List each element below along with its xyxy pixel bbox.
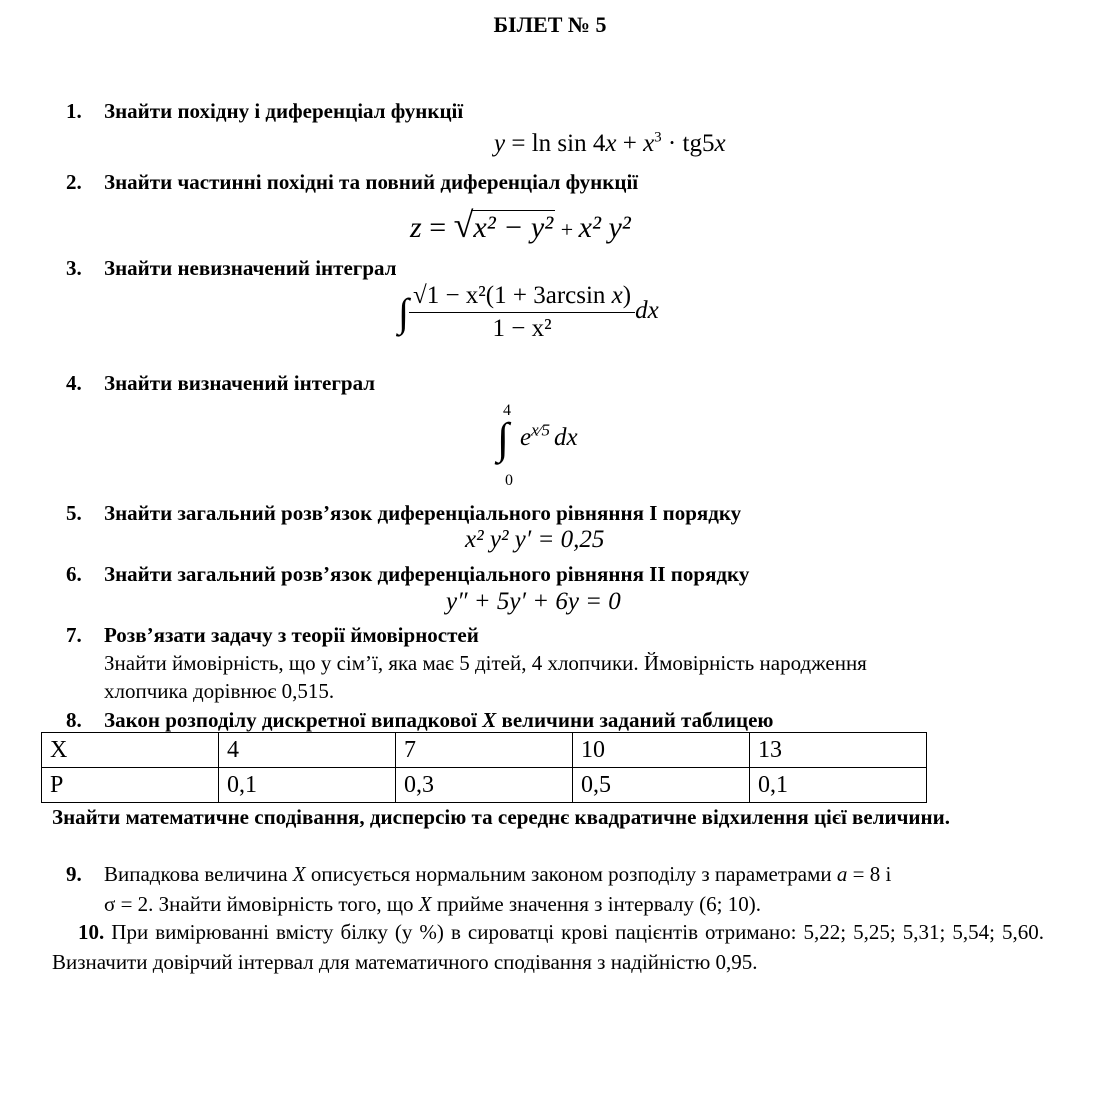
task-number: 8. — [66, 708, 82, 732]
integral-sign: ∫ — [497, 414, 510, 463]
task-text-part: Закон розподілу дискретної випадкової — [104, 708, 483, 732]
table-cell: 0,3 — [396, 768, 573, 803]
task-text: Розв’язати задачу з теорії ймовірностей — [104, 623, 479, 647]
table-row — [42, 768, 927, 803]
task-10 — [52, 917, 1044, 977]
formula-var: e — [520, 424, 532, 451]
task-number: 3. — [66, 256, 82, 280]
formula-var: x — [605, 130, 617, 157]
formula-part: ) — [622, 282, 632, 309]
sqrt-sign: √ — [453, 205, 474, 245]
integral-lower-limit: 0 — [505, 472, 513, 489]
task-text-part: Випадкова величина — [104, 862, 293, 886]
ticket-title: БІЛЕТ № 5 — [493, 12, 607, 37]
formula-var: x — [611, 282, 623, 309]
formula-exponent: x⁄5 — [531, 420, 550, 440]
formula-denominator: 1 − x² — [492, 315, 552, 342]
table-cell: P — [42, 768, 219, 803]
task-2 — [66, 168, 638, 196]
task-text: Знайти визначений інтеграл — [104, 371, 376, 395]
formula-part: (1 + 3arcsin — [485, 282, 612, 309]
task-number: 5. — [66, 501, 82, 525]
task-text: Знайти похідну і диференціал функції — [104, 99, 464, 123]
task-number: 7. — [66, 623, 82, 647]
table-cell: 0,1 — [219, 768, 396, 803]
table-cell: 0,1 — [750, 768, 927, 803]
formula-var: x — [643, 130, 655, 157]
formula-var: z — [410, 211, 422, 244]
formula-fraction — [409, 282, 635, 343]
task-number: 6. — [66, 562, 82, 586]
task-6 — [66, 560, 749, 588]
task-var: X — [292, 862, 306, 886]
task-var: X — [482, 708, 497, 732]
formula-var: dx — [554, 424, 578, 451]
table-cell: X — [42, 733, 219, 768]
formula-4 — [520, 420, 578, 452]
formula-part: · tg5 — [661, 130, 715, 157]
task-text-part: описується нормальним законом розподілу з параметрами — [305, 862, 837, 886]
formula-var: dx — [635, 297, 659, 325]
task-7-line-2: хлопчика дорівнює 0,515. — [104, 679, 335, 703]
task-5 — [66, 499, 741, 527]
formula-part: x² y² — [578, 211, 631, 244]
integral-upper-limit: 4 — [503, 402, 511, 419]
task-9-line-2 — [104, 890, 761, 918]
formula-5: x² y² y′ = 0,25 — [465, 526, 605, 553]
formula-3 — [398, 282, 659, 343]
task-7-line-1: Знайти ймовірність, що у сім’ї, яка має 5 дітей, 4 хлопчики. Ймовірність народження — [104, 651, 867, 675]
task-number: 1. — [66, 99, 82, 123]
formula-exponent: 3 — [654, 129, 662, 146]
task-text-part: величини заданий таблицею — [496, 708, 774, 732]
task-8 — [66, 706, 773, 734]
formula-var: x — [714, 130, 726, 157]
formula-part: √1 − x² — [412, 282, 486, 309]
formula-part: = — [421, 211, 454, 244]
distribution-table — [41, 732, 927, 803]
table-cell: 13 — [750, 733, 927, 768]
task-number: 4. — [66, 371, 82, 395]
task-3 — [66, 254, 396, 282]
formula-var: y — [494, 130, 506, 157]
task-var: a — [836, 862, 848, 886]
task-text — [104, 708, 773, 732]
formula-6: y″ + 5y′ + 6y = 0 — [446, 588, 621, 615]
table-cell: 0,5 — [573, 768, 750, 803]
task-var: X — [418, 892, 432, 916]
table-cell: 7 — [396, 733, 573, 768]
formula-radicand: x² − y² — [473, 211, 554, 244]
task-4 — [66, 369, 375, 397]
task-8-question: Знайти математичне сподівання, дисперсію та середнє квадратичне відхилення цієї величини. — [52, 805, 950, 829]
formula-part: + — [616, 130, 644, 157]
table-row — [42, 733, 927, 768]
task-text-part: = 8 і — [847, 862, 892, 886]
task-text: Знайти загальний розв’язок диференціального рівняння ІІ порядку — [104, 562, 750, 586]
task-text: Знайти частинні похідні та повний диференціал функції — [104, 170, 639, 194]
integral-sign: ∫ — [398, 290, 409, 335]
task-number: 2. — [66, 170, 82, 194]
task-text-part: σ = 2. Знайти ймовірність того, що — [104, 892, 419, 916]
formula-1 — [494, 130, 726, 158]
table-cell: 4 — [219, 733, 396, 768]
task-9 — [66, 860, 891, 888]
formula-part: + — [555, 217, 579, 242]
formula-2 — [410, 204, 631, 246]
task-text: Знайти загальний розв’язок диференціального рівняння І порядку — [104, 501, 742, 525]
formula-part: = ln sin 4 — [505, 130, 606, 157]
task-1 — [66, 97, 463, 125]
task-text: Знайти невизначений інтеграл — [104, 256, 397, 280]
task-text-part: прийме значення з інтервалу (6; 10). — [431, 892, 761, 916]
task-number: 10. — [78, 920, 105, 944]
task-7 — [66, 621, 479, 649]
table-cell: 10 — [573, 733, 750, 768]
task-text: При вимірюванні вмісту білку (у %) в сироватці крові пацієнтів отримано: 5,22; 5,25; 5,31; 5,54; 5,60. Визначити довірчий інтервал для математичного сподівання з надійністю 0,95. — [52, 920, 1044, 974]
task-number: 9. — [66, 862, 82, 886]
